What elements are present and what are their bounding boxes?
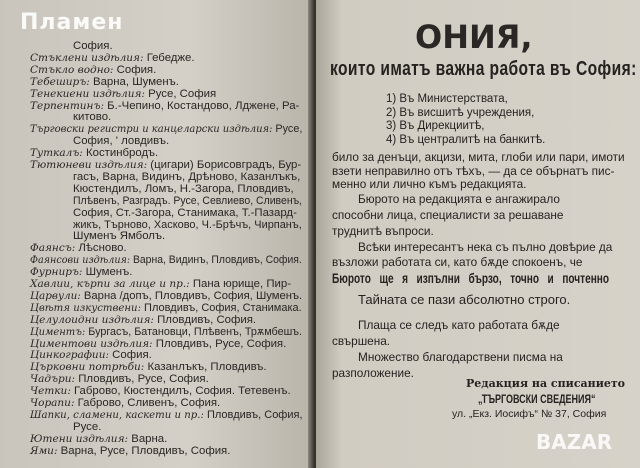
entry-label: Тютюневи издѣлия: [30,159,148,171]
entry-label: Фаянсъ: [30,242,76,255]
entry-text: Казанлъкъ, Пловдивъ. [144,361,267,374]
index-entry-line [30,52,195,64]
para3-line: възложи работата си, като бѫде спокоенъ, че [332,255,583,269]
index-entry-line [30,64,156,76]
entry-label: Ями: [30,444,58,457]
index-entry-line [30,314,256,326]
entry-text: Бургасъ, Батановци, Плѣвенъ, Трѫмбешъ. [85,325,303,338]
entry-text: Пана юрище, Пир- [189,278,292,290]
para1-line: било за денъци, акцизи, мита, глоби или пари, имоти [332,150,625,164]
index-entry-line [30,361,267,373]
entry-label: Циментъ: [30,325,86,338]
entry-text: Варна /допъ, Пловдивъ, София, Шуменъ. [80,289,303,302]
entry-label: Цвѣтя изкуствени: [30,301,141,314]
entry-label: Фурниръ: [30,266,83,279]
entry-label: Чадъри: [30,373,76,386]
list-line: 1) Въ Министерствата, [386,93,508,105]
entry-label: Тенекиени издѣлия: [30,87,145,100]
ad-title: ОНИЯ, [415,18,533,56]
index-entry-line [73,207,297,219]
signature-address: ул. „Екз. Иосифъ“ № 37, София [452,408,607,420]
entry-label: Цинкографии: [30,349,109,362]
index-entry-line [73,183,294,195]
index-entry-line [30,254,302,266]
para1-line: взети неправилно отъ тѣхъ, — да се обърнатъ пис- [332,163,615,178]
signature-editorial: Редакция на списанието [466,377,626,390]
list-line: 4) Въ централитѣ на банкитѣ. [386,133,546,146]
index-entry-line [30,159,301,171]
para5-line: разположение. [332,366,414,380]
entry-label: Стъкло водно: [30,63,114,76]
entry-text: Русе, София [144,87,217,100]
entry-text: Габрово, Кюстендилъ, София. Тетевенъ. [70,385,291,398]
entry-text: Шуменъ. [82,266,133,279]
para4-line: свършена. [332,334,391,348]
entry-label: Терпентинъ: [30,99,105,112]
entry-text: Габрово, Сливенъ, София. [74,397,221,409]
entry-label: Ютени издѣлия: [30,432,129,445]
index-entry-line [30,302,302,314]
index-entry-line [30,290,302,302]
index-entry-line [73,40,113,52]
index-entry-line [30,397,220,409]
entry-text: Варна. [128,432,168,445]
index-entry-line [30,278,291,290]
index-entry-line [30,373,209,385]
index-entry-line [30,433,167,445]
entry-text: Пловдивъ, София, [203,408,303,421]
index-entry-line [30,349,152,361]
entry-text: (цигари) Борисовградъ, Бур- [147,159,302,171]
entry-label: Църковни потрѣби: [30,361,145,374]
index-entry-line [30,409,303,421]
entry-text: Плѣвенъ, Разградъ. Русе, Севлиево, Сливенъ, [73,194,303,207]
entry-text: София. [73,40,113,52]
watermark-bazar-logo: BAZAR [536,430,613,454]
entry-label: Шапки, сламени, каскети и пр.: [30,408,204,421]
entry-text: гасъ, Варна, Видинъ, Дрѣново, Казанлъкъ, [73,170,301,183]
index-entry-line [73,111,111,123]
entry-label: Циментови издѣлия: [30,337,153,350]
entry-label: Целулоидни издѣлия: [30,313,154,326]
entry-text: Пловдивъ, София. [153,313,257,326]
entry-text: София. [109,349,152,362]
entry-text: София. [113,63,157,76]
entry-text: Пловдивъ, Русе, София. [75,373,209,386]
ad-emphasis: Бюрото ще я изпълни бързо, точно и почтенно [332,270,610,286]
entry-text: Лѣсново. [75,242,127,255]
index-entry-line [30,385,291,397]
index-entry-line [30,242,127,254]
index-entry-line [30,88,216,100]
entry-label: Четки: [30,385,71,398]
entry-label: Царвули: [30,289,81,302]
entry-label: Фаянсови издѣлия: [30,254,131,267]
index-entry-line [30,123,302,135]
index-entry-line [30,266,132,278]
entry-text: Русе, [272,123,303,136]
entry-label: Тебеширъ: [30,75,90,88]
index-entry-line [73,135,169,147]
index-entry-line [73,219,302,231]
index-entry-line [30,326,302,338]
index-entry-line [30,338,286,350]
ad-secret: Тайната се пази абсолютно строго. [358,292,571,307]
index-entry-line [73,230,165,242]
index-entry-line [73,195,302,207]
entry-label: Стъклени издѣлия: [30,51,144,64]
index-entry-line [30,100,299,112]
index-entry-line [30,147,158,159]
para3-line: Всѣки интересантъ нека съ пълно довѣрие да [358,240,613,254]
entry-label: Хавлии, кърпи за лице и пр.: [30,278,190,290]
entry-label: Чорапи: [30,397,75,409]
index-entry-line [73,171,300,183]
list-line: 3) Въ Дирекциитѣ, [386,120,485,132]
watermark-seller: Пламен [20,10,124,35]
ad-subtitle: които иматъ важна работа въ София: [330,58,637,80]
entry-text: Б.-Чепино, Костандово, Лджене, Ра- [104,99,300,112]
para5-line: Множество благодарствени писма на [358,350,563,364]
entry-text: Варна, Шуменъ. [89,75,179,88]
para1-line: менно или лично къмъ редакцията. [332,177,527,191]
entry-text: Русе. [73,420,102,433]
entry-text: Шуменъ Ямболъ. [73,230,166,243]
index-entry-line [30,445,230,457]
para2-line: труднитѣ въпроси. [332,224,434,238]
entry-label: Туткалъ: [30,147,83,160]
left-page-text [0,0,306,468]
entry-text: Пловдивъ, София, Станимака. [140,301,302,314]
entry-text: Кюстендилъ, Ломъ, Н.-Загора, Пловдивъ, [73,182,294,195]
entry-text: Варна, Русе, Пловдивъ, София. [57,444,231,457]
index-entry-line [30,76,179,88]
entry-text: Варна, Видинъ, Пловдивъ, София. [130,254,302,267]
entry-text: Гебедже. [143,51,195,64]
entry-label: Търговски регистри и канцеларски издѣлия: [30,123,273,136]
para2-line: способни лица, специалисти за решаване [332,208,564,222]
signature-magazine: „ТЪРГОВСКИ СВЕДЕНИЯ“ [478,392,596,406]
list-line: 2) Въ висшитѣ учреждения, [386,106,535,119]
entry-text: София, ' ловдивъ. [73,135,170,148]
entry-text: Пловдивъ, Русе, София. [152,337,287,350]
entry-text: София, Ст.-Загора, Станимака, Т.-Пазард- [73,206,297,219]
entry-text: жикъ, Търново, Хасково, Ч.-Брѣчъ, Чирпанъ, [73,218,302,231]
index-entry-line [73,421,101,433]
para4-line: Плаща се следъ като работата бѫде [358,318,560,332]
entry-text: китово. [73,111,112,124]
entry-text: Костинбродъ. [82,147,159,160]
para2-line: Бюрото на редакцията е ангажирало [358,192,560,206]
